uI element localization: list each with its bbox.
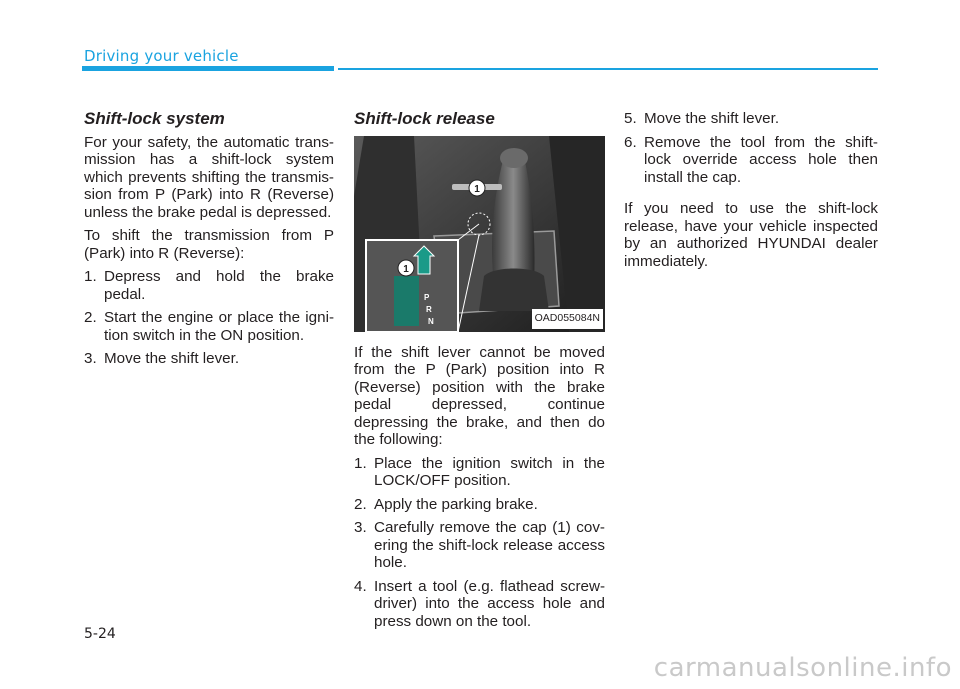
paragraph: For your safety, the automatic trans-mission has a shift-lock system which prevents shifting the transmis-sion from P (Park) into R (Reverse) unless the brake pedal is depressed.	[84, 133, 334, 221]
list-number: 1.	[84, 268, 97, 285]
list-text: Apply the parking brake.	[374, 495, 538, 513]
list-text: Start the engine or place the igni-tion switch in the ON position.	[104, 309, 334, 344]
list-text: Move the shift lever.	[104, 350, 240, 367]
list-number: 3.	[354, 519, 367, 536]
list-text: Remove the tool from the shift-lock override access hole then install the cap.	[644, 133, 878, 186]
section-title: Driving your vehicle	[84, 47, 239, 65]
list-item	[354, 578, 605, 631]
paragraph: If the shift lever cannot be moved from the P (Park) position into R (Reverse) position with the brake pedal depressed, continue depressing the brake, and then do the following:	[354, 343, 605, 448]
list-item	[354, 496, 605, 514]
list-text: Carefully remove the cap (1) cov-ering the shift-lock release access hole.	[374, 519, 605, 571]
list-number: 5.	[624, 110, 637, 127]
callout-number: 1	[403, 263, 409, 275]
list-number: 2.	[354, 495, 367, 513]
list-text: Move the shift lever.	[644, 110, 780, 127]
list-number: 4.	[354, 577, 367, 595]
header-rule-thin	[338, 68, 878, 70]
header-rule-thick	[82, 66, 334, 71]
list-item	[84, 350, 334, 368]
paragraph: If you need to use the shift-lock release, have your vehicle inspected by an authorized HYUNDAI dealer immediately.	[624, 200, 878, 270]
shift-lever-drawing	[354, 136, 605, 332]
gear-letter: P	[424, 292, 430, 302]
list-number: 1.	[354, 454, 367, 472]
list-item	[354, 519, 605, 572]
list-item	[84, 309, 334, 344]
list-item	[354, 455, 605, 490]
list-text: Insert a tool (e.g. flathead screw-driver) into the access hole and press down on the tool.	[374, 577, 605, 630]
list-number: 3.	[84, 350, 97, 367]
heading-shift-lock-system: Shift-lock system	[84, 109, 225, 128]
gear-letter: N	[428, 316, 434, 326]
list-text: Place the ignition switch in the LOCK/OFF position.	[374, 454, 605, 489]
column-continued-steps	[624, 110, 878, 276]
list-item	[624, 134, 878, 187]
column-shift-lock-system	[84, 110, 334, 374]
page-number: 5-24	[84, 626, 116, 642]
callout-number: 1	[474, 183, 480, 195]
list-number: 6.	[624, 133, 637, 151]
list-item	[624, 110, 878, 128]
shift-lever-illustration	[354, 136, 605, 332]
heading-shift-lock-release: Shift-lock release	[354, 109, 495, 128]
figure-label: OAD055084N	[532, 309, 603, 329]
list-text: Depress and hold the brake pedal.	[104, 268, 334, 303]
paragraph: To shift the transmission from P (Park) into R (Reverse):	[84, 227, 334, 262]
column-shift-lock-release	[354, 110, 605, 636]
list-number: 2.	[84, 309, 97, 326]
list-item	[84, 268, 334, 303]
watermark: carmanualsonline.info	[653, 653, 952, 683]
gear-letter: R	[426, 304, 432, 314]
